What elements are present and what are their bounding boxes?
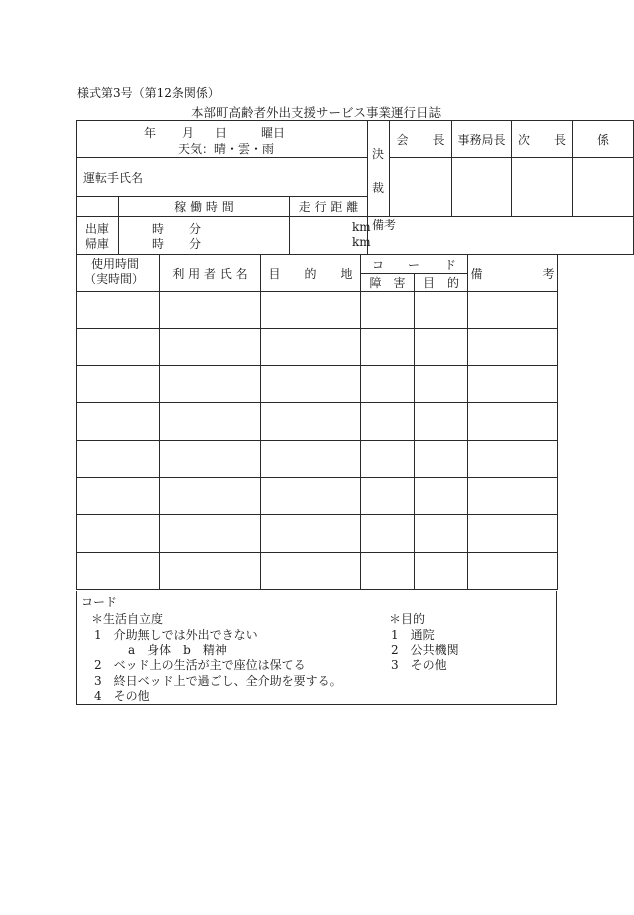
- col-code-purpose-header: 目 的: [415, 274, 468, 292]
- return-label: 帰庫: [85, 237, 110, 251]
- role-header-secretary-general: 事務局長: [452, 121, 512, 158]
- independence-item-3: 3 終日ベッド上で過ごし、全介助を要する。: [94, 674, 342, 688]
- form-number-label: 様式第3号（第12条関係）: [77, 86, 220, 100]
- table-row: [77, 515, 558, 553]
- distance-entry-cell[interactable]: [290, 217, 371, 255]
- cell-user-name[interactable]: [160, 329, 261, 366]
- return-hour-unit: 時: [152, 237, 165, 251]
- cell-remarks[interactable]: [468, 366, 558, 403]
- cell-code-purpose[interactable]: [415, 515, 468, 553]
- role-header-deputy: 次 長: [512, 121, 573, 158]
- cell-code-purpose[interactable]: [415, 441, 468, 478]
- depart-return-label-cell: [77, 217, 119, 255]
- cell-destination[interactable]: [261, 441, 361, 478]
- cell-usage-time[interactable]: [77, 403, 160, 441]
- cell-code-purpose[interactable]: [415, 553, 468, 590]
- cell-code-purpose[interactable]: [415, 329, 468, 366]
- cell-usage-time[interactable]: [77, 329, 160, 366]
- log-table: [76, 254, 558, 590]
- approval-label-cell: [368, 121, 390, 217]
- role-header-staff: 係: [573, 121, 634, 158]
- cell-user-name[interactable]: [160, 478, 261, 515]
- distance-header: 走 行 距 離: [290, 197, 368, 217]
- remarks-label: 備考: [372, 218, 397, 232]
- cell-remarks[interactable]: [468, 403, 558, 441]
- approval-char-1: 決: [372, 147, 385, 161]
- cell-user-name[interactable]: [160, 441, 261, 478]
- cell-usage-time[interactable]: [77, 441, 160, 478]
- table-row: [77, 553, 558, 590]
- stamp-box-president[interactable]: [390, 158, 452, 217]
- cell-destination[interactable]: [261, 515, 361, 553]
- cell-remarks[interactable]: [468, 292, 558, 329]
- independence-item-1-sub: a 身体 b 精神: [128, 643, 227, 657]
- col-code-disability-header: 障 害: [361, 274, 415, 292]
- cell-remarks[interactable]: [468, 329, 558, 366]
- col-usage-time-header: [77, 255, 160, 292]
- weather-label: 天気：晴・雲・雨: [178, 142, 275, 156]
- return-km-unit: km: [352, 235, 371, 249]
- purpose-item-2: 2 公共機関: [391, 643, 459, 657]
- independence-title: ＊生活自立度: [91, 612, 164, 626]
- header-table: [76, 120, 634, 255]
- col-destination-header: 目 的 地: [261, 255, 361, 292]
- driver-name-label: 運転手氏名: [83, 170, 144, 185]
- purpose-item-3: 3 その他: [391, 658, 447, 672]
- cell-destination[interactable]: [261, 553, 361, 590]
- cell-destination[interactable]: [261, 292, 361, 329]
- cell-code-disability[interactable]: [361, 478, 415, 515]
- cell-user-name[interactable]: [160, 292, 261, 329]
- depart-km-unit: km: [352, 220, 371, 234]
- cell-destination[interactable]: [261, 403, 361, 441]
- depart-minute-unit: 分: [189, 222, 202, 236]
- table-row: [77, 366, 558, 403]
- purpose-title: ＊目的: [389, 612, 426, 626]
- stamp-box-secretary-general[interactable]: [452, 158, 512, 217]
- cell-user-name[interactable]: [160, 366, 261, 403]
- cell-code-disability[interactable]: [361, 366, 415, 403]
- depart-label: 出庫: [85, 222, 110, 236]
- role-header-president: 会 長: [390, 121, 452, 158]
- cell-code-disability[interactable]: [361, 292, 415, 329]
- cell-usage-time[interactable]: [77, 515, 160, 553]
- actual-time-label: （実時間）: [84, 272, 145, 286]
- log-rows: [77, 292, 558, 590]
- cell-remarks[interactable]: [468, 553, 558, 590]
- blank-label-cell: [77, 197, 119, 217]
- cell-usage-time[interactable]: [77, 292, 160, 329]
- code-legend: [76, 591, 557, 705]
- purpose-item-1: 1 通院: [391, 628, 435, 642]
- date-month-label: 月: [182, 126, 195, 140]
- cell-code-disability[interactable]: [361, 553, 415, 590]
- depart-hour-unit: 時: [152, 222, 165, 236]
- usage-time-label: 使用時間: [91, 257, 140, 271]
- col-code-header: コ ー ド: [361, 255, 468, 274]
- cell-code-disability[interactable]: [361, 515, 415, 553]
- stamp-box-staff[interactable]: [573, 158, 634, 217]
- cell-usage-time[interactable]: [77, 553, 160, 590]
- document-title: 本部町高齢者外出支援サービス事業運行日誌: [190, 105, 441, 120]
- cell-user-name[interactable]: [160, 553, 261, 590]
- stamp-box-deputy[interactable]: [512, 158, 573, 217]
- approval-char-2: 裁: [372, 181, 385, 195]
- date-weather-cell[interactable]: [77, 121, 368, 158]
- cell-code-disability[interactable]: [361, 403, 415, 441]
- independence-item-2: 2 ベッド上の生活が主で座位は保てる: [94, 658, 306, 672]
- cell-code-purpose[interactable]: [415, 292, 468, 329]
- date-year-label: 年: [144, 126, 157, 140]
- cell-remarks[interactable]: [468, 441, 558, 478]
- cell-usage-time[interactable]: [77, 478, 160, 515]
- cell-user-name[interactable]: [160, 403, 261, 441]
- cell-remarks[interactable]: [468, 478, 558, 515]
- table-row: [77, 329, 558, 366]
- cell-code-purpose[interactable]: [415, 366, 468, 403]
- cell-destination[interactable]: [261, 329, 361, 366]
- date-weekday-label: 曜日: [261, 126, 286, 140]
- cell-usage-time[interactable]: [77, 366, 160, 403]
- independence-item-1: 1 介助無しでは外出できない: [94, 628, 258, 642]
- col-remarks-header: 備 考: [468, 255, 558, 292]
- independence-item-4: 4 その他: [94, 689, 150, 703]
- cell-code-disability[interactable]: [361, 441, 415, 478]
- driver-name-cell[interactable]: [77, 158, 368, 197]
- table-row: [77, 403, 558, 441]
- time-entry-cell[interactable]: [119, 217, 290, 255]
- cell-destination[interactable]: [261, 366, 361, 403]
- operating-time-header: 稼 働 時 間: [119, 197, 290, 217]
- cell-remarks[interactable]: [468, 515, 558, 553]
- remarks-cell[interactable]: [368, 217, 634, 255]
- cell-destination[interactable]: [261, 478, 361, 515]
- code-legend-title: コード: [81, 595, 118, 609]
- cell-code-purpose[interactable]: [415, 478, 468, 515]
- date-day-label: 日: [215, 126, 228, 140]
- cell-user-name[interactable]: [160, 515, 261, 553]
- table-row: [77, 478, 558, 515]
- return-minute-unit: 分: [189, 237, 202, 251]
- table-row: [77, 441, 558, 478]
- cell-code-disability[interactable]: [361, 329, 415, 366]
- table-row: [77, 292, 558, 329]
- col-user-name-header: 利 用 者 氏 名: [160, 255, 261, 292]
- cell-code-purpose[interactable]: [415, 403, 468, 441]
